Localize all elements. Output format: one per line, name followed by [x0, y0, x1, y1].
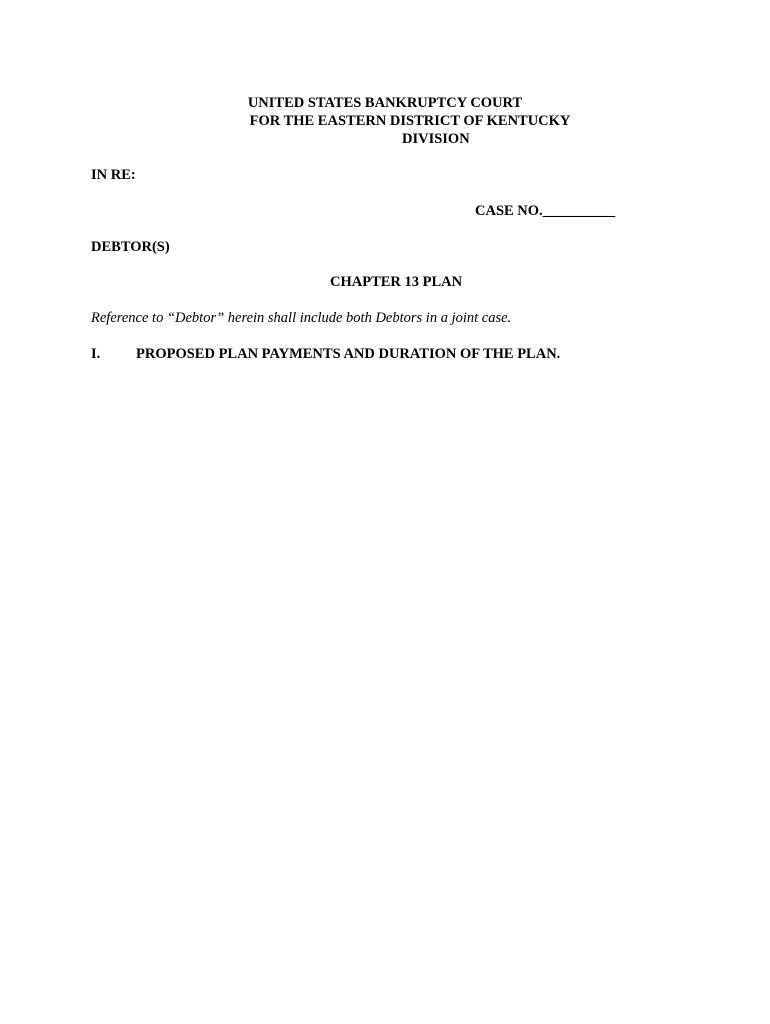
section-heading: PROPOSED PLAN PAYMENTS AND DURATION OF THE PLAN. [136, 346, 561, 362]
case-number-field: CASE NO.__________ [475, 203, 616, 219]
court-name-line-1: UNITED STATES BANKRUPTCY COURT [247, 95, 523, 111]
court-name-line-2: FOR THE EASTERN DISTRICT OF KENTUCKY [249, 113, 571, 129]
section-number: I. [91, 346, 101, 362]
reference-note: Reference to “Debtor” herein shall include both Debtors in a joint case. [91, 310, 512, 326]
court-division-line: DIVISION [402, 131, 470, 147]
document-title: CHAPTER 13 PLAN [330, 274, 463, 290]
debtors-label: DEBTOR(S) [91, 239, 170, 255]
in-re-label: IN RE: [91, 167, 136, 183]
